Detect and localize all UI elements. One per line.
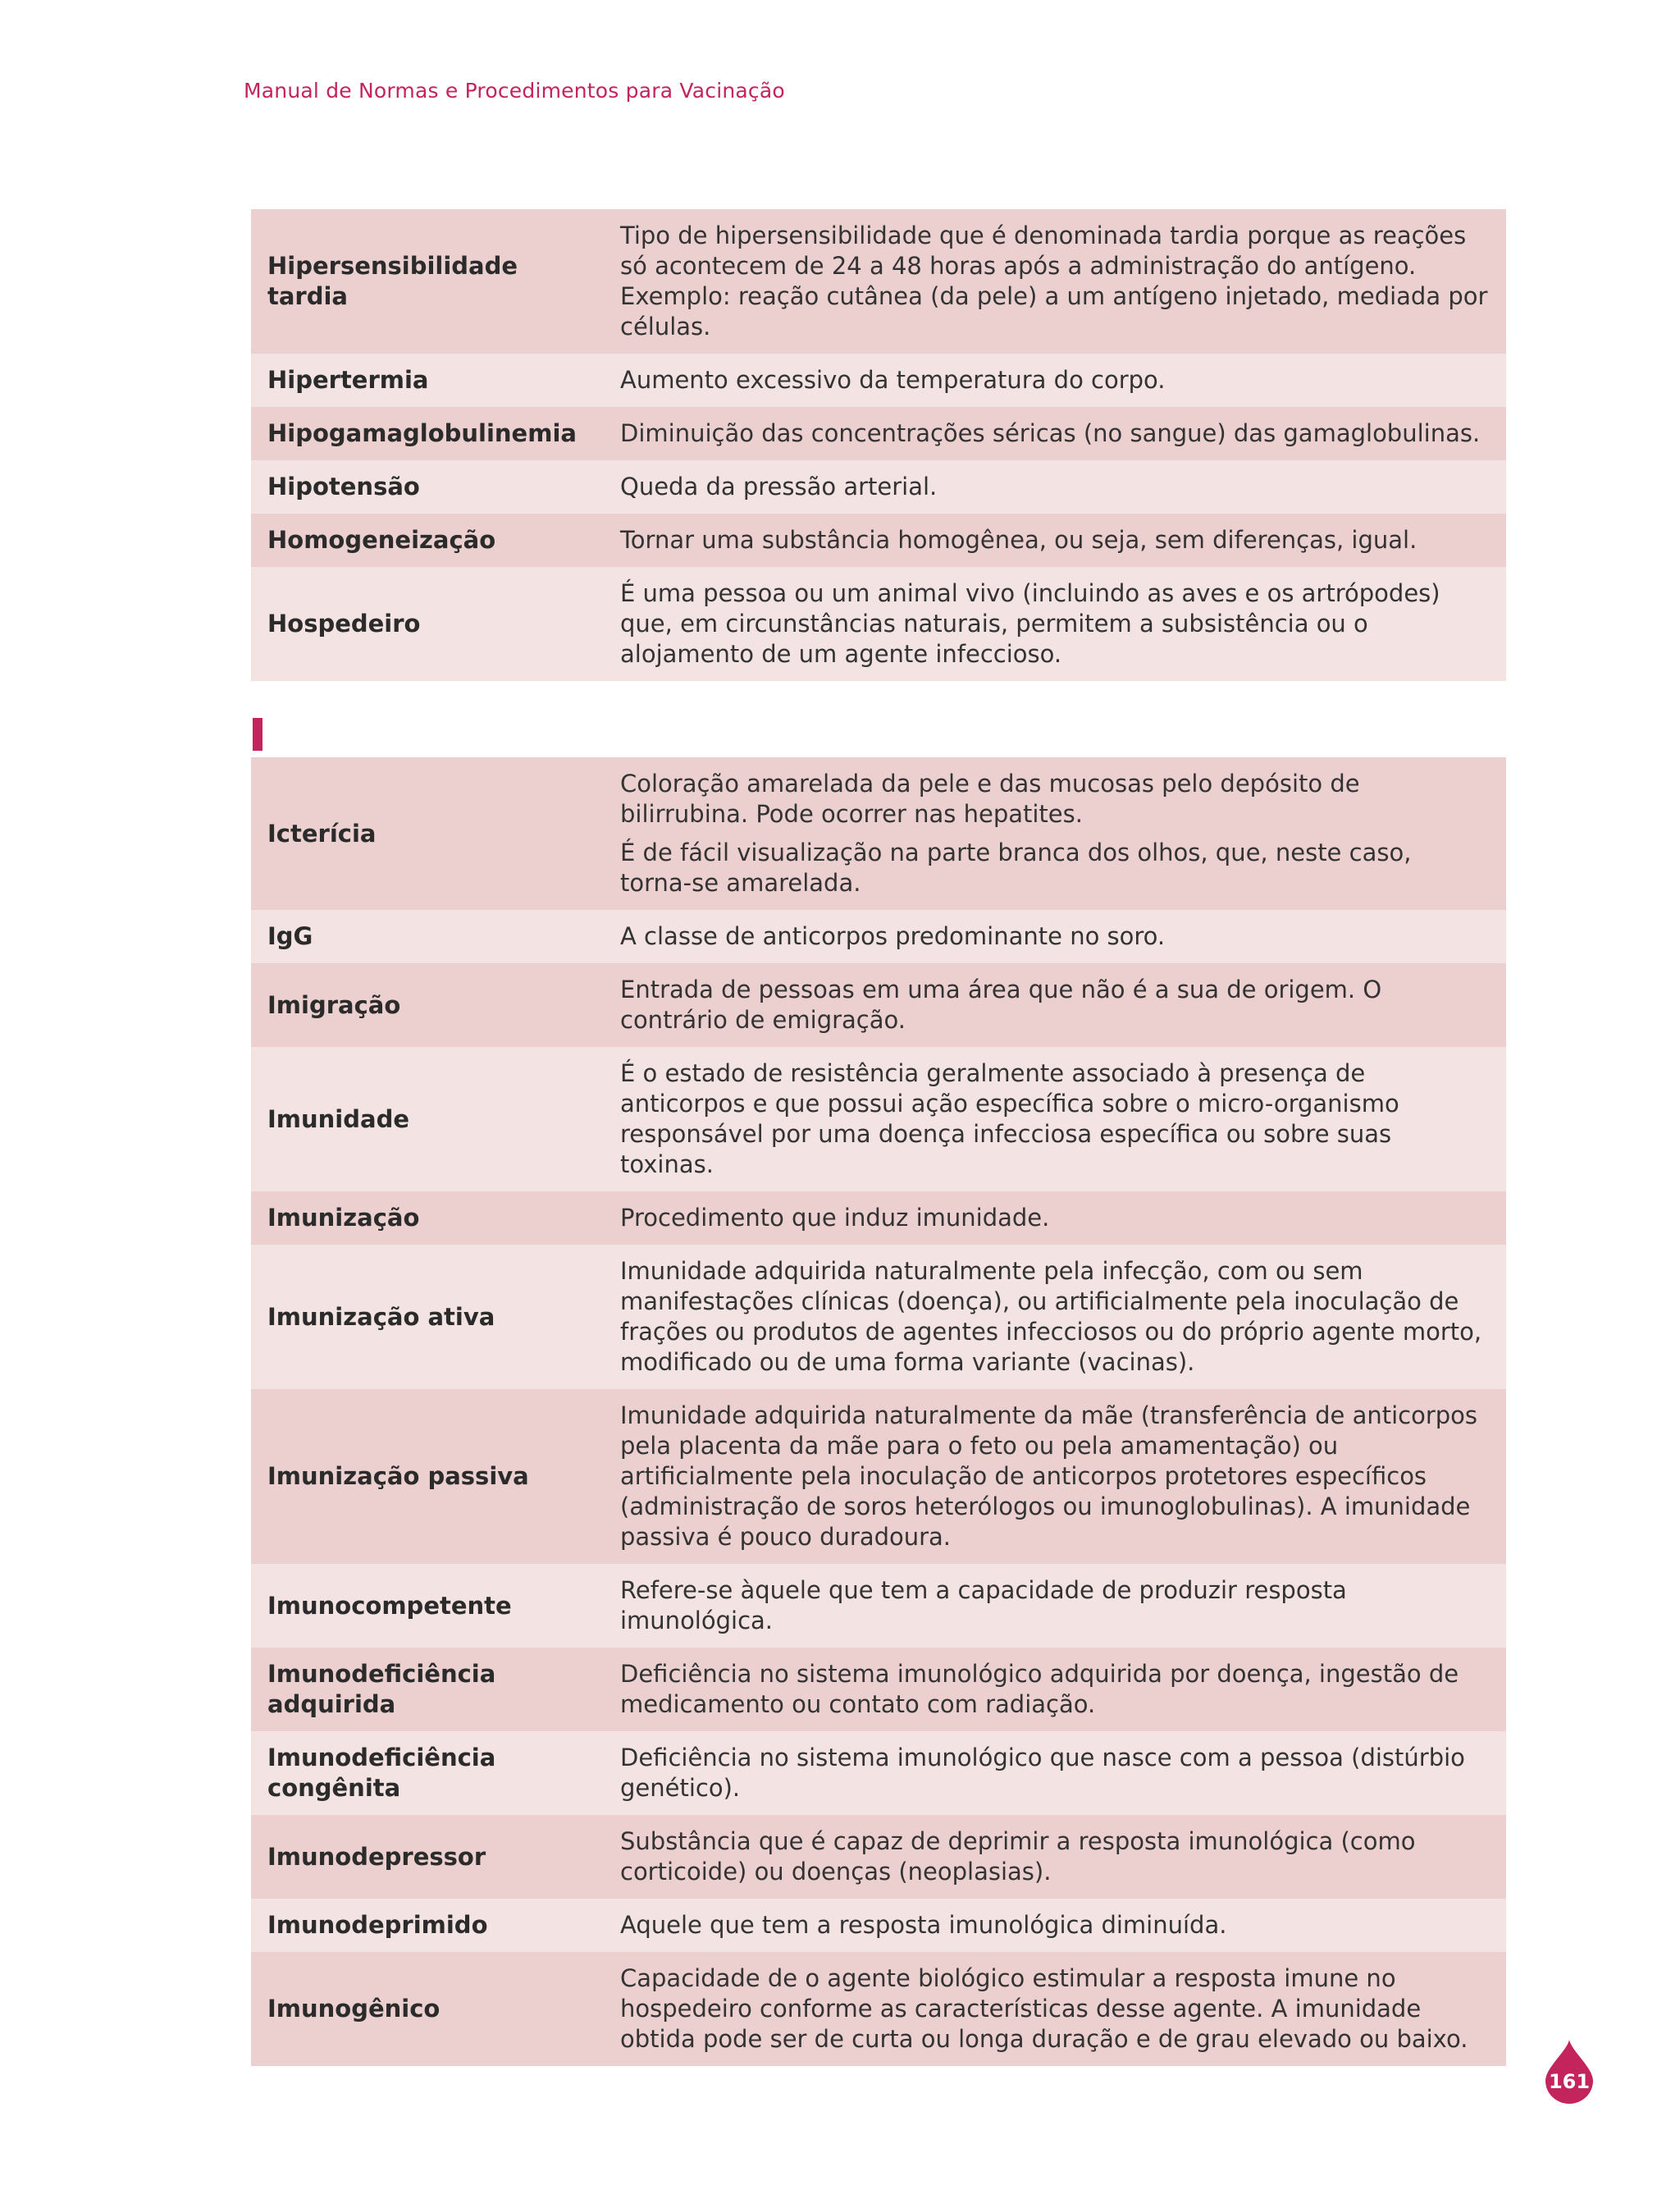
section-marker-i — [253, 718, 262, 751]
definition-paragraph: É o estado de resistência geralmente associado à presença de anticorpos e que possui ação específica sobre o micro-organismo responsável por uma doença infecciosa específica ou sobre suas toxinas. — [620, 1059, 1399, 1178]
glossary-term: Hospedeiro — [251, 567, 604, 681]
glossary-term: Imigração — [251, 963, 604, 1047]
glossary-row — [251, 1564, 1506, 1648]
definition-paragraph: Deficiência no sistema imunológico que nasce com a pessoa (distúrbio genético). — [620, 1744, 1465, 1802]
glossary-definition — [604, 1899, 1506, 1952]
glossary-row — [251, 1245, 1506, 1389]
glossary-definition — [604, 1564, 1506, 1648]
definition-paragraph: Queda da pressão arterial. — [620, 473, 938, 501]
glossary-definition — [604, 757, 1506, 910]
glossary-row — [251, 460, 1506, 514]
glossary-definition — [604, 209, 1506, 354]
glossary-definition — [604, 1731, 1506, 1815]
page-number: 161 — [1548, 2070, 1591, 2093]
glossary-row — [251, 514, 1506, 567]
definition-paragraph: É de fácil visualização na parte branca dos olhos, que, neste caso, torna-se amarelada. — [620, 839, 1412, 897]
definition-paragraph: É uma pessoa ou um animal vivo (incluindo as aves e os artrópodes) que, em circunstâncias naturais, permitem a subsistência ou o alojamento de um agente infeccioso. — [620, 579, 1440, 668]
glossary-definition — [604, 910, 1506, 963]
running-header: Manual de Normas e Procedimentos para Vacinação — [244, 79, 785, 103]
glossary-definition — [604, 1648, 1506, 1731]
glossary-row — [251, 1047, 1506, 1191]
glossary-row — [251, 1191, 1506, 1245]
definition-paragraph: Refere-se àquele que tem a capacidade de produzir resposta imunológica. — [620, 1576, 1347, 1634]
glossary-row — [251, 567, 1506, 681]
glossary-definition — [604, 1047, 1506, 1191]
glossary-definition — [604, 963, 1506, 1047]
definition-paragraph: Tipo de hipersensibilidade que é denominada tardia porque as reações só acontecem de 24 a 48 horas após a administração do antígeno. Exemplo: reação cutânea (da pele) a um antígeno injetado, mediada por células. — [620, 222, 1488, 341]
glossary-definition — [604, 1389, 1506, 1564]
glossary-term: Hipertermia — [251, 354, 604, 407]
glossary-row — [251, 354, 1506, 407]
glossary-definition — [604, 1245, 1506, 1389]
glossary-term: Hipogamaglobulinemia — [251, 407, 604, 460]
glossary-row — [251, 1952, 1506, 2066]
definition-paragraph: Entrada de pessoas em uma área que não é a sua de origem. O contrário de emigração. — [620, 976, 1382, 1034]
glossary-definition — [604, 354, 1506, 407]
glossary-term: Imunização — [251, 1191, 604, 1245]
definition-paragraph: Substância que é capaz de deprimir a resposta imunológica (como corticoide) ou doenças (neoplasias). — [620, 1827, 1416, 1886]
glossary-term: Imunogênico — [251, 1952, 604, 2066]
glossary-term: Homogeneização — [251, 514, 604, 567]
glossary-definition — [604, 1815, 1506, 1899]
definition-paragraph: Tornar uma substância homogênea, ou seja, sem diferenças, igual. — [620, 526, 1418, 554]
glossary-term: Imunodeficiência congênita — [251, 1731, 604, 1815]
glossary-term: IgG — [251, 910, 604, 963]
glossary-definition — [604, 514, 1506, 567]
definition-paragraph: Diminuição das concentrações séricas (no sangue) das gamaglobulinas. — [620, 419, 1481, 447]
definition-paragraph: Imunidade adquirida naturalmente da mãe (transferência de anticorpos pela placenta da mãe para o feto ou pela amamentação) ou artificialmente pela inoculação de anticorpos protetores específicos (administração de soros heterólogos ou imunoglobulinas). A imunidade passiva é pouco duradoura. — [620, 1401, 1478, 1551]
glossary-term: Imunização ativa — [251, 1245, 604, 1389]
glossary-term: Imunocompetente — [251, 1564, 604, 1648]
definition-paragraph: Procedimento que induz imunidade. — [620, 1204, 1050, 1232]
glossary-row — [251, 1899, 1506, 1952]
glossary-row — [251, 1648, 1506, 1731]
glossary-term: Imunodeprimido — [251, 1899, 604, 1952]
definition-paragraph: Deficiência no sistema imunológico adquirida por doença, ingestão de medicamento ou contato com radiação. — [620, 1660, 1459, 1718]
glossary-term: Icterícia — [251, 757, 604, 910]
glossary-definition — [604, 1952, 1506, 2066]
glossary-row — [251, 1731, 1506, 1815]
glossary-table-h — [251, 209, 1506, 681]
glossary-row — [251, 407, 1506, 460]
glossary-row — [251, 1815, 1506, 1899]
glossary-table-i — [251, 757, 1506, 2066]
glossary-row — [251, 209, 1506, 354]
glossary-definition — [604, 460, 1506, 514]
glossary-row — [251, 910, 1506, 963]
definition-paragraph: Imunidade adquirida naturalmente pela infecção, com ou sem manifestações clínicas (doença), ou artificialmente pela inoculação de frações ou produtos de agentes infecciosos ou do próprio agente morto, modificado ou de uma forma variante (vacinas). — [620, 1257, 1482, 1376]
glossary-definition — [604, 1191, 1506, 1245]
definition-paragraph: A classe de anticorpos predominante no soro. — [620, 922, 1166, 950]
definition-paragraph: Aumento excessivo da temperatura do corpo. — [620, 366, 1166, 394]
glossary-row — [251, 963, 1506, 1047]
glossary-definition — [604, 407, 1506, 460]
glossary-term: Imunidade — [251, 1047, 604, 1191]
glossary-row — [251, 757, 1506, 910]
definition-paragraph: Aquele que tem a resposta imunológica diminuída. — [620, 1911, 1227, 1939]
glossary-term: Hipotensão — [251, 460, 604, 514]
glossary-row — [251, 1389, 1506, 1564]
definition-paragraph: Capacidade de o agente biológico estimular a resposta imune no hospedeiro conforme as características desse agente. A imunidade obtida pode ser de curta ou longa duração e de grau elevado ou baixo. — [620, 1964, 1468, 2053]
glossary-definition — [604, 567, 1506, 681]
page-number-badge — [1544, 2040, 1595, 2104]
glossary-term: Imunodeficiência adquirida — [251, 1648, 604, 1731]
definition-paragraph: Coloração amarelada da pele e das mucosas pelo depósito de bilirrubina. Pode ocorrer nas hepatites. — [620, 770, 1360, 828]
glossary-term: Imunização passiva — [251, 1389, 604, 1564]
glossary-term: Imunodepressor — [251, 1815, 604, 1899]
glossary-term: Hipersensibilidade tardia — [251, 209, 604, 354]
